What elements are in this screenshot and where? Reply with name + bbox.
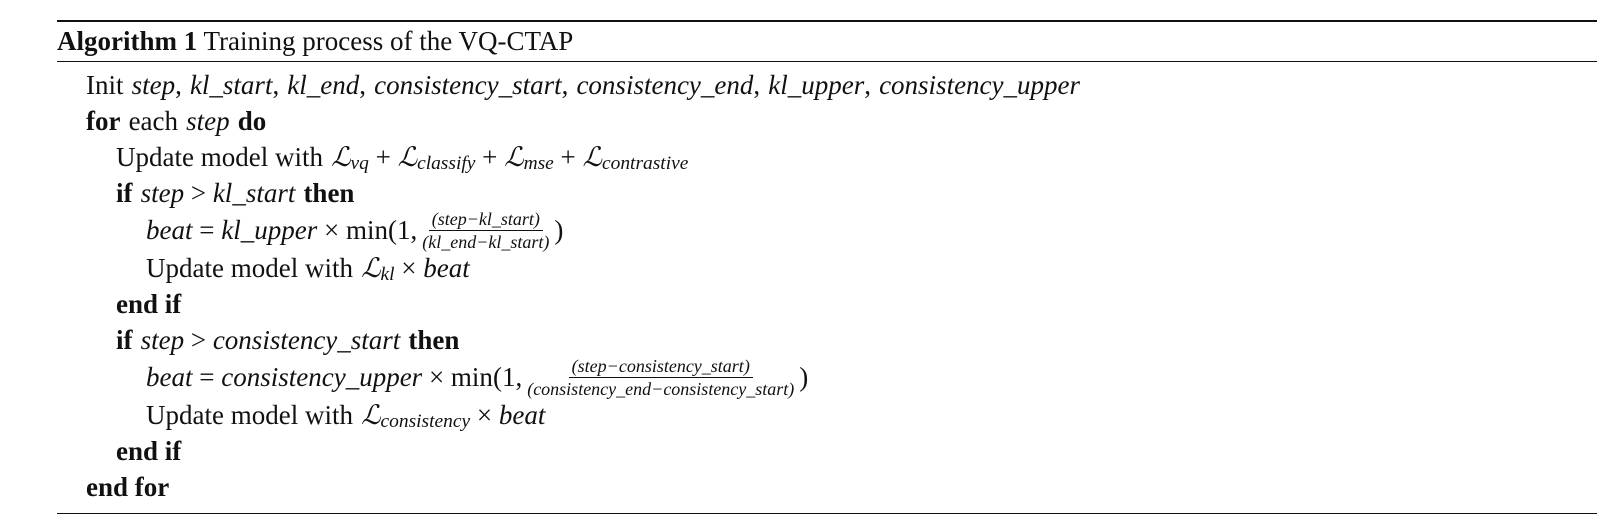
loss-symbol: ℒ [582,141,602,173]
var-consistency-upper: consistency_upper [879,69,1081,100]
line-update-consistency [57,397,1597,433]
plus-op: + [375,141,391,172]
plus-op: + [560,141,576,172]
var-beat: beat [423,252,470,283]
end-if-keyword: end if [116,288,182,319]
line-beat-consistency [57,358,1597,397]
times-op: × [428,362,445,392]
line-end-if-kl [57,286,1597,322]
var-kl-upper: kl_upper [768,69,865,100]
plus-op: + [482,141,498,172]
comma: , [272,69,280,100]
eq-op: = [199,362,215,392]
comma: , [561,69,569,100]
var-kl-end: kl_end [287,69,360,100]
then-keyword: then [408,324,460,355]
one-comma: 1, [501,362,523,392]
end-if-keyword: end if [116,435,182,466]
loss-sub-contrastive: contrastive [601,152,689,174]
var-kl-start: kl_start [189,69,273,100]
lparen: ( [492,362,502,392]
var-step: step [140,324,185,355]
loss-symbol: ℒ [361,399,381,431]
loss-sub-consistency: consistency [380,410,471,432]
line-end-for [57,469,1597,505]
loss-symbol: ℒ [331,141,351,173]
comma: , [753,69,761,100]
each-word: each [128,105,179,136]
rparen: ) [799,362,809,392]
if-keyword: if [116,324,133,355]
eq-op: = [199,215,215,245]
times-op: × [476,399,493,430]
times-op: × [401,252,417,283]
init-keyword: Init [86,69,124,100]
min-func: min [450,362,493,392]
var-kl-start: kl_start [212,177,296,208]
lparen: ( [387,215,397,245]
kl-fraction-numerator: (step−kl_start) [429,209,543,231]
bottom-rule [57,513,1597,514]
loss-sub-classify: classify [417,152,476,174]
algorithm-block [57,20,1597,514]
update-text: Update model with [146,399,353,430]
var-beat: beat [146,215,193,245]
kl-fraction-denominator: (kl_end−kl_start) [422,232,550,252]
loss-sub-mse: mse [523,152,554,174]
update-text: Update model with [116,141,323,172]
loss-symbol: ℒ [504,141,524,173]
loss-sub-vq: vq [350,152,369,174]
var-beat: beat [146,362,193,392]
consistency-fraction-numerator: (step−consistency_start) [569,356,753,378]
if-keyword: if [116,177,133,208]
line-for [57,103,1597,139]
comma: , [359,69,367,100]
line-beat-kl [57,211,1597,250]
line-if-kl [57,175,1597,211]
var-kl-upper: kl_upper [221,215,318,245]
consistency-fraction-denominator: (consistency_end−consistency_start) [527,379,795,399]
algorithm-caption [57,22,1597,61]
line-if-consistency [57,322,1597,358]
algorithm-label: Algorithm 1 [57,26,198,56]
loss-sub-kl: kl [380,263,395,285]
one-comma: 1, [396,215,418,245]
algorithm-body [57,62,1597,513]
comma: , [864,69,871,100]
comma: , [175,69,182,100]
end-for-keyword: end for [86,471,170,502]
rparen: ) [554,215,564,245]
loss-symbol: ℒ [397,141,418,173]
loss-symbol: ℒ [361,252,381,284]
var-step: step [140,177,185,208]
line-update-kl [57,250,1597,286]
var-consistency-upper: consistency_upper [221,362,423,392]
gt-op: > [190,324,207,355]
line-end-if-consistency [57,433,1597,469]
algorithm-title: Training process of the VQ-CTAP [203,26,574,56]
var-step: step [131,69,176,100]
line-init [57,67,1597,103]
consistency-fraction [524,356,797,399]
then-keyword: then [303,177,355,208]
update-text: Update model with [146,252,353,283]
var-consistency-start: consistency_start [374,69,562,100]
var-consistency-end: consistency_end [576,69,754,100]
times-op: × [323,215,340,245]
line-update-main [57,139,1597,175]
gt-op: > [190,177,207,208]
var-consistency-start: consistency_start [212,324,401,355]
kl-fraction [419,209,552,252]
min-func: min [345,215,388,245]
var-beat: beat [498,399,546,430]
do-keyword: do [237,105,267,136]
for-keyword: for [86,105,121,136]
var-step: step [186,105,230,136]
